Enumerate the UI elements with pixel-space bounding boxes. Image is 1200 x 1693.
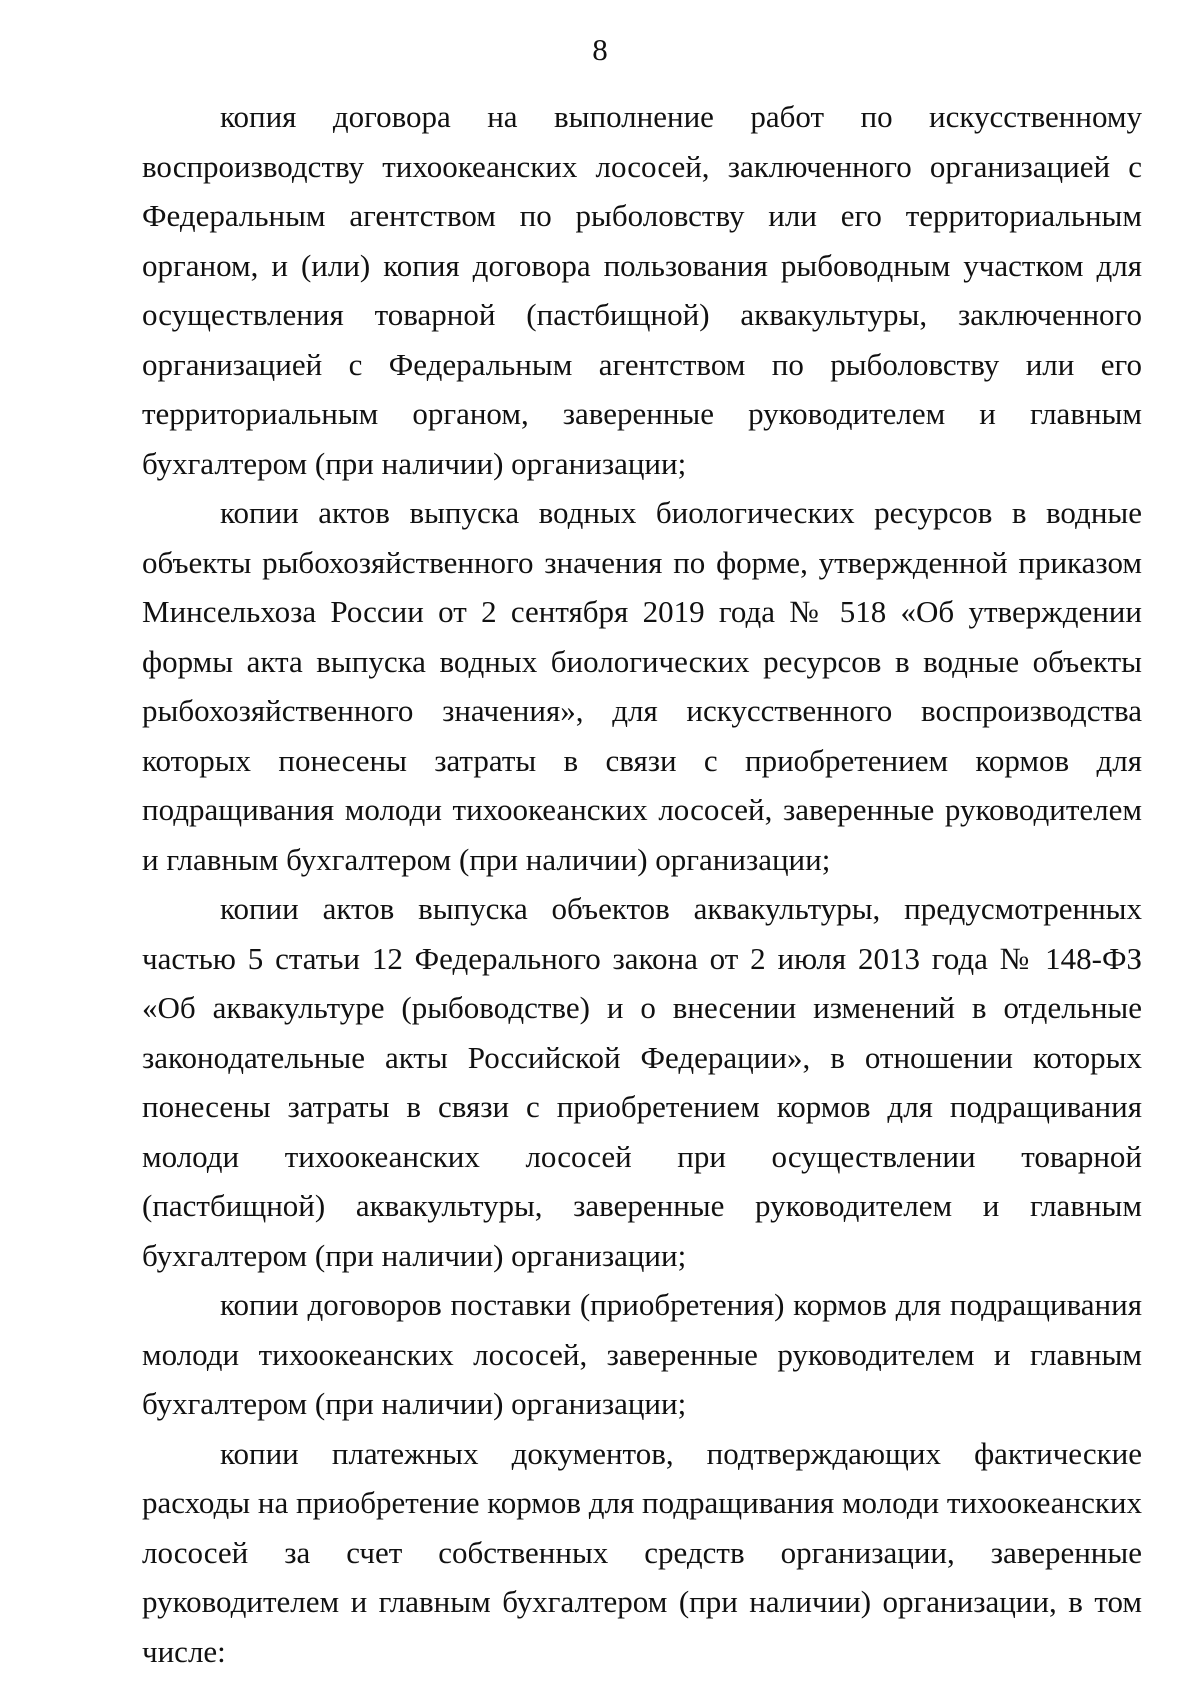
paragraph-payment-documents: копии платежных документов, подтверждающих фактические расходы на приобретение кормов для подращивания молоди тихоокеанских лососей за счет собственных средств организации, заверенные руководителем и главным бухгалтером (при наличии) организации, в том числе: [142, 1435, 1142, 1669]
paragraph-supply-contracts: копии договоров поставки (приобретения) кормов для подращивания молоди тихоокеанских лососей, заверенные руководителем и главным бухгалтером (при наличии) организации; [142, 1287, 1142, 1421]
page-number: 8 [592, 32, 608, 67]
paragraph-contract-copy: копия договора на выполнение работ по искусственному воспроизводству тихоокеанских лососей, заключенного организацией с Федеральным агентством по рыболовству или его территориальным органом, и (или) копия договора пользования рыбоводным участком для осуществления товарной (пастбищной) аквакультуры, заключенного организацией с Федеральным агентством по рыболовству или его территориальным органом, заверенные руководителем и главным бухгалтером (при наличии) организации; [142, 99, 1142, 481]
document-body [142, 92, 1142, 1676]
paragraph-release-acts-aquaculture: копии актов выпуска объектов аквакультуры, предусмотренных частью 5 статьи 12 Федерального закона от 2 июля 2013 года № 148-ФЗ «Об аквакультуре (рыбоводстве) и о внесении изменений в отдельные законодательные акты Российской Федерации», в отношении которых понесены затраты в связи с приобретением кормов для подращивания молоди тихоокеанских лососей при осуществлении товарной (пастбищной) аквакультуры, заверенные руководителем и главным бухгалтером (при наличии) организации; [142, 891, 1142, 1273]
paragraph-release-acts-aquatic-resources: копии актов выпуска водных биологических ресурсов в водные объекты рыбохозяйственного значения по форме, утвержденной приказом Минсельхоза России от 2 сентября 2019 года № 518 «Об утверждении формы акта выпуска водных биологических ресурсов в водные объекты рыбохозяйственного значения», для искусственного воспроизводства которых понесены затраты в связи с приобретением кормов для подращивания молоди тихоокеанских лососей, заверенные руководителем и главным бухгалтером (при наличии) организации; [142, 495, 1142, 877]
